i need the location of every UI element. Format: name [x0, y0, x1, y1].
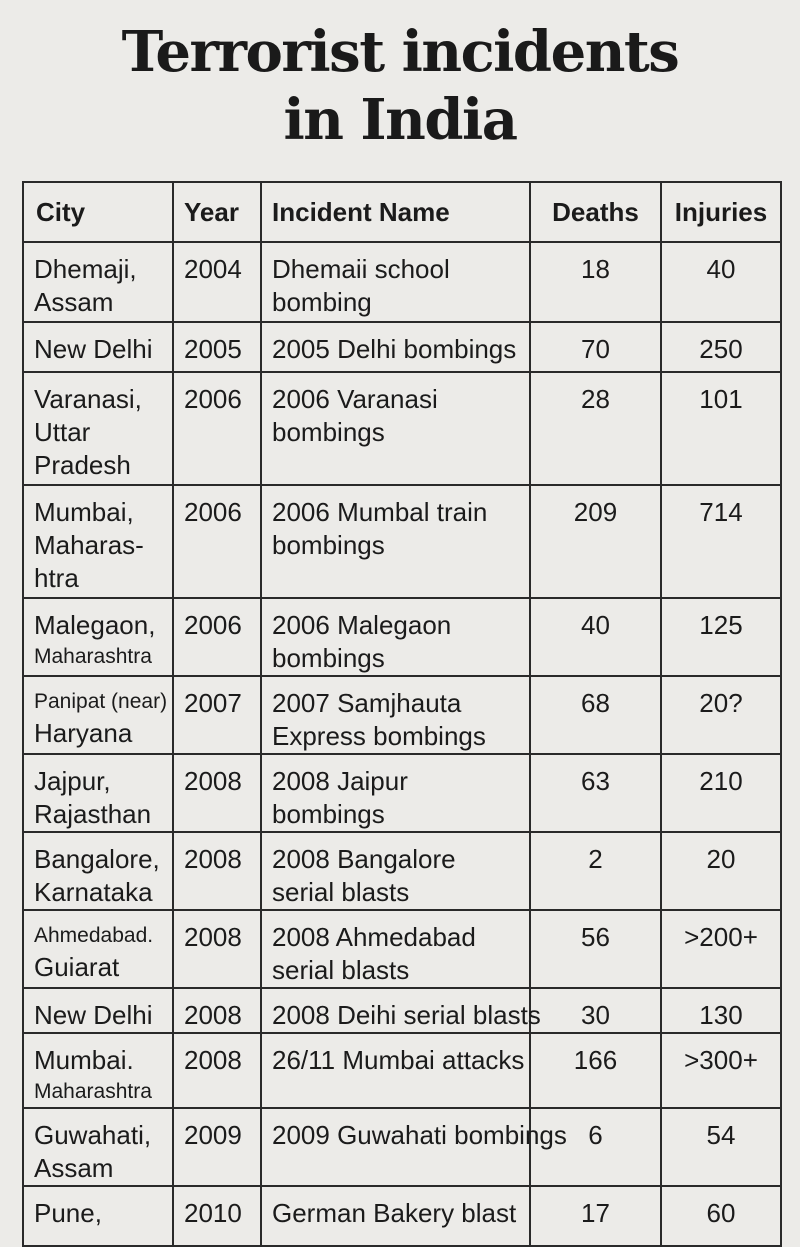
deaths-cell: 17	[530, 1186, 661, 1246]
table-row	[23, 372, 781, 485]
table-row	[23, 910, 781, 988]
table-row	[23, 485, 781, 598]
deaths-cell: 28	[530, 372, 661, 485]
city-line: Karnataka	[34, 877, 153, 907]
injuries-cell: 210	[661, 754, 781, 832]
city-line: htra	[34, 563, 79, 593]
city-line: Maharas-	[34, 530, 144, 560]
deaths-cell: 63	[530, 754, 661, 832]
incident-line: 2005 Delhi bombings	[272, 334, 517, 364]
city-line: Dhemaji,	[34, 254, 137, 284]
injuries-cell: 125	[661, 598, 781, 676]
incident-cell	[261, 676, 530, 754]
incident-cell	[261, 1186, 530, 1246]
injuries-cell: >200+	[661, 910, 781, 988]
deaths-cell: 18	[530, 242, 661, 322]
deaths-cell: 70	[530, 322, 661, 372]
table-row	[23, 322, 781, 372]
year-cell: 2005	[173, 322, 261, 372]
city-line: Haryana	[34, 718, 133, 748]
year-cell: 2008	[173, 832, 261, 910]
city-line: Panipat (near)	[34, 690, 168, 713]
incident-line: bombings	[272, 799, 385, 829]
table-row	[23, 1186, 781, 1246]
table-row	[23, 1108, 781, 1186]
city-cell	[23, 1186, 173, 1246]
incident-line: bombing	[272, 287, 372, 317]
city-line: Assam	[34, 287, 114, 317]
incident-line: 2006 Varanasi	[272, 384, 438, 414]
injuries-cell: 714	[661, 485, 781, 598]
column-header-injuries: Injuries	[661, 182, 781, 242]
incident-line: 2007 Samjhauta	[272, 688, 462, 718]
city-line: Rajasthan	[34, 799, 152, 829]
incident-cell	[261, 910, 530, 988]
deaths-cell: 68	[530, 676, 661, 754]
table-row	[23, 988, 781, 1033]
incident-cell	[261, 372, 530, 485]
incident-line: 2008 Bangalore	[272, 844, 456, 874]
incident-line: bombings	[272, 530, 385, 560]
injuries-cell: 20	[661, 832, 781, 910]
injuries-cell: >300+	[661, 1033, 781, 1108]
city-line: Jajpur,	[34, 766, 111, 796]
year-cell: 2008	[173, 1033, 261, 1108]
injuries-cell: 250	[661, 322, 781, 372]
year-cell: 2006	[173, 485, 261, 598]
incident-line: serial blasts	[272, 955, 410, 985]
city-line: Maharashtra	[34, 1080, 152, 1103]
year-cell: 2008	[173, 988, 261, 1033]
incident-line: serial blasts	[272, 877, 410, 907]
city-line: Maharashtra	[34, 645, 152, 668]
column-header-city: City	[23, 182, 173, 242]
year-cell: 2006	[173, 598, 261, 676]
table-row	[23, 676, 781, 754]
incident-line: 2008 Jaipur	[272, 766, 408, 796]
year-cell: 2009	[173, 1108, 261, 1186]
table-row	[23, 1033, 781, 1108]
incident-cell	[261, 485, 530, 598]
city-line: Mumbai,	[34, 497, 134, 527]
incident-cell	[261, 1033, 530, 1108]
incident-cell	[261, 988, 541, 1033]
incidents-table	[22, 181, 782, 1247]
city-cell	[23, 322, 173, 372]
city-line: Uttar	[34, 417, 91, 447]
deaths-cell: 40	[530, 598, 661, 676]
incident-line: bombings	[272, 417, 385, 447]
incident-line: 2008 Deihi serial blasts	[272, 1000, 541, 1030]
year-cell: 2006	[173, 372, 261, 485]
title-line-1: Terrorist incidents	[121, 19, 679, 85]
city-line: Varanasi,	[34, 384, 142, 414]
table-row	[23, 832, 781, 910]
injuries-cell: 40	[661, 242, 781, 322]
city-line: New Delhi	[34, 1000, 153, 1030]
incident-line: 2009 Guwahati bombings	[272, 1120, 567, 1150]
injuries-cell: 101	[661, 372, 781, 485]
incident-line: Express bombings	[272, 721, 486, 751]
city-line: Guwahati,	[34, 1120, 152, 1150]
column-header-deaths: Deaths	[530, 182, 661, 242]
city-cell	[23, 242, 173, 322]
city-cell	[23, 1033, 173, 1108]
incident-line: bombings	[272, 643, 385, 673]
city-line: Ahmedabad.	[34, 924, 154, 947]
incident-line: 26/11 Mumbai attacks	[272, 1045, 525, 1075]
incident-line: German Bakery blast	[272, 1198, 517, 1228]
incident-line: 2006 Malegaon	[272, 610, 452, 640]
page-title	[0, 18, 800, 154]
city-line: Pradesh	[34, 450, 131, 480]
deaths-cell: 2	[530, 832, 661, 910]
deaths-cell: 166	[530, 1033, 661, 1108]
column-header-incident-name: Incident Name	[261, 182, 530, 242]
deaths-cell: 209	[530, 485, 661, 598]
incident-cell	[261, 242, 530, 322]
incident-line: 2008 Ahmedabad	[272, 922, 476, 952]
year-cell: 2008	[173, 754, 261, 832]
city-line: Mumbai.	[34, 1045, 134, 1075]
city-cell	[23, 832, 173, 910]
city-line: New Delhi	[34, 334, 153, 364]
table-row	[23, 754, 781, 832]
injuries-cell: 20?	[661, 676, 781, 754]
injuries-cell: 130	[661, 988, 781, 1033]
incident-line: Dhemaii school	[272, 254, 450, 284]
city-line: Assam	[34, 1153, 114, 1183]
city-cell	[23, 754, 173, 832]
year-cell: 2007	[173, 676, 261, 754]
title-line-2: in India	[283, 87, 517, 153]
year-cell: 2008	[173, 910, 261, 988]
table-row	[23, 598, 781, 676]
city-cell	[23, 372, 173, 485]
column-header-year: Year	[173, 182, 261, 242]
incident-cell	[261, 1108, 567, 1186]
city-cell	[23, 988, 173, 1033]
incident-cell	[261, 322, 530, 372]
deaths-cell: 56	[530, 910, 661, 988]
city-cell	[23, 676, 173, 754]
city-cell	[23, 598, 173, 676]
city-line: Pune,	[34, 1198, 102, 1228]
injuries-cell: 60	[661, 1186, 781, 1246]
city-line: Bangalore,	[34, 844, 160, 874]
city-line: Guiarat	[34, 952, 120, 982]
table-header-row	[23, 182, 781, 242]
incident-line: 2006 Mumbal train	[272, 497, 488, 527]
year-cell: 2004	[173, 242, 261, 322]
incident-cell	[261, 754, 530, 832]
city-cell	[23, 485, 173, 598]
table-row	[23, 242, 781, 322]
deaths-cell: 30	[530, 988, 661, 1033]
deaths-cell: 6	[530, 1108, 661, 1186]
city-cell	[23, 1108, 173, 1186]
year-cell: 2010	[173, 1186, 261, 1246]
incident-cell	[261, 832, 530, 910]
incident-cell	[261, 598, 530, 676]
injuries-cell: 54	[661, 1108, 781, 1186]
city-cell	[23, 910, 173, 988]
city-line: Malegaon,	[34, 610, 156, 640]
